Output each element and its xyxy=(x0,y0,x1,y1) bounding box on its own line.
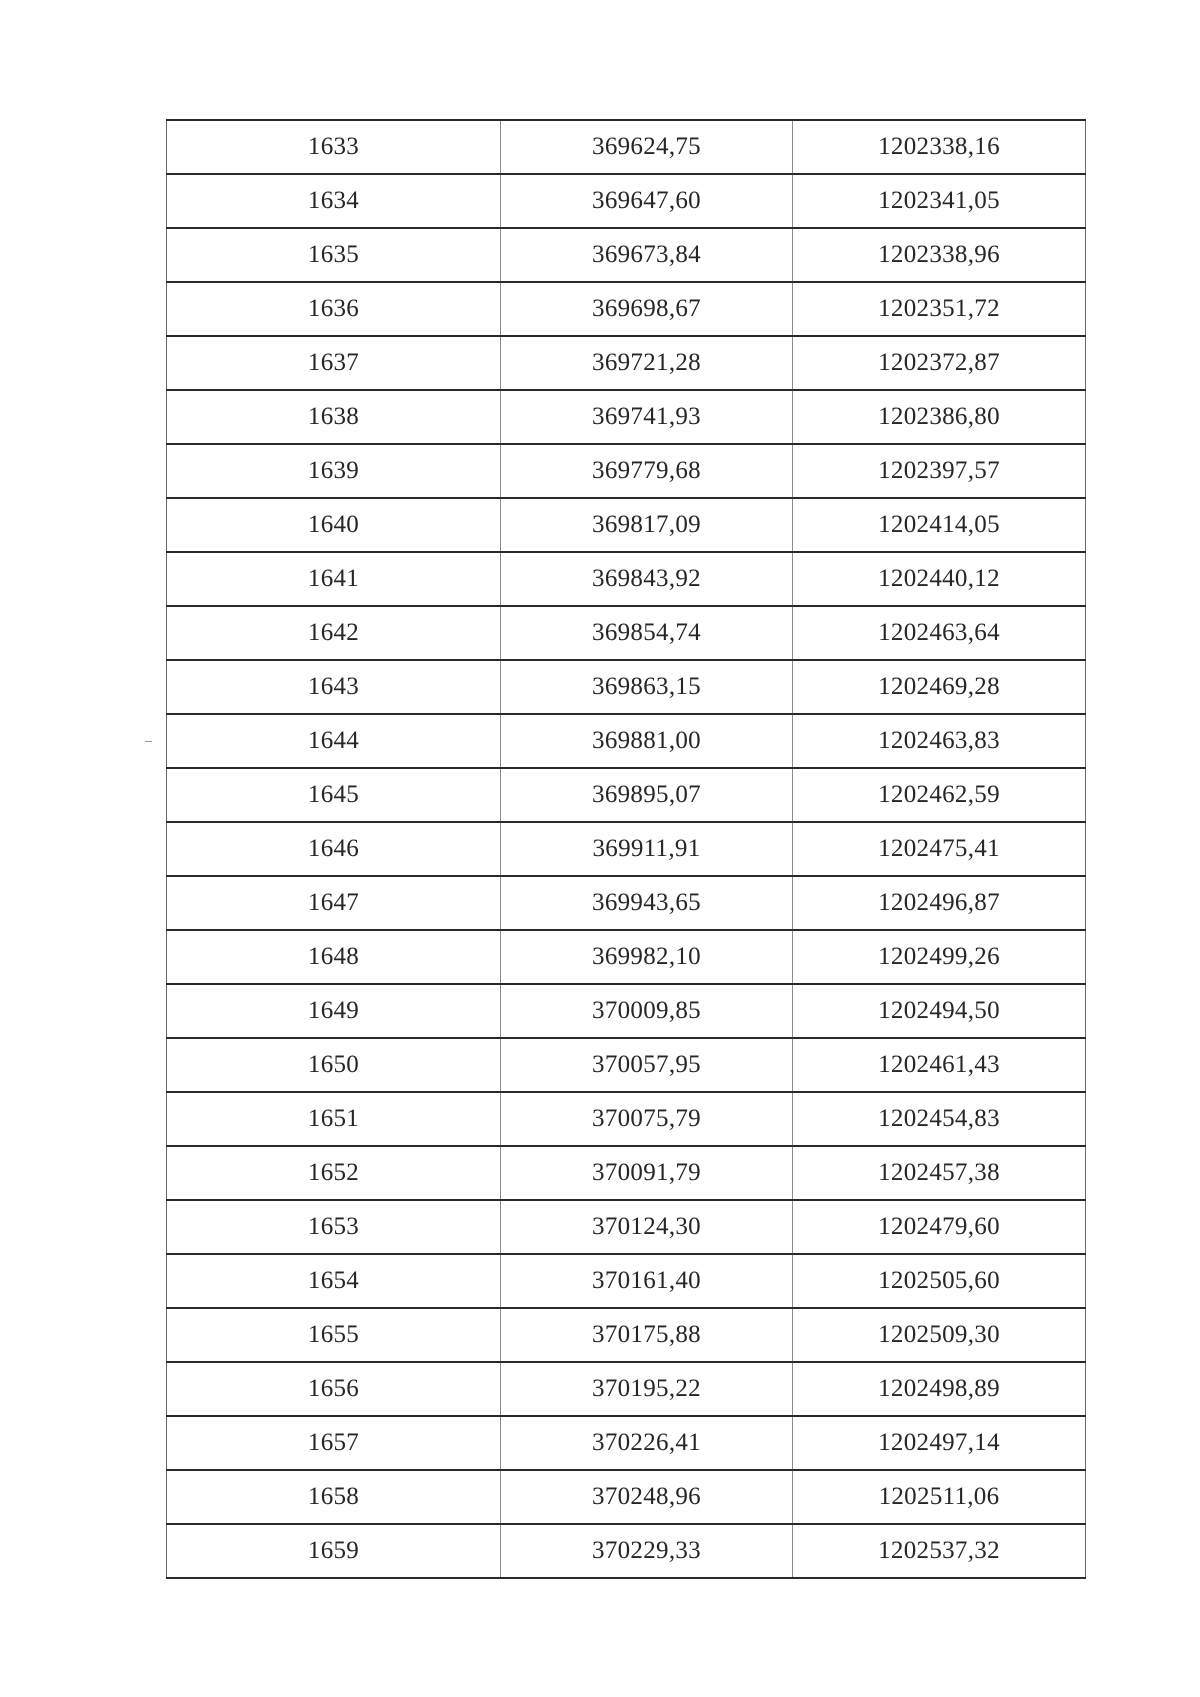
x-coordinate-cell: 369624,75 xyxy=(501,120,793,174)
point-number-cell: 1651 xyxy=(167,1092,501,1146)
y-coordinate-cell: 1202461,43 xyxy=(793,1038,1086,1092)
point-number-cell: 1641 xyxy=(167,552,501,606)
y-coordinate-cell: 1202341,05 xyxy=(793,174,1086,228)
y-coordinate-cell: 1202351,72 xyxy=(793,282,1086,336)
point-number-cell: 1646 xyxy=(167,822,501,876)
x-coordinate-cell: 369779,68 xyxy=(501,444,793,498)
y-coordinate-cell: 1202498,89 xyxy=(793,1362,1086,1416)
table-row xyxy=(167,930,1086,984)
x-coordinate-cell: 369911,91 xyxy=(501,822,793,876)
y-coordinate-cell: 1202469,28 xyxy=(793,660,1086,714)
y-coordinate-cell: 1202505,60 xyxy=(793,1254,1086,1308)
y-coordinate-cell: 1202497,14 xyxy=(793,1416,1086,1470)
point-number-cell: 1659 xyxy=(167,1524,501,1578)
point-number-cell: 1653 xyxy=(167,1200,501,1254)
x-coordinate-cell: 370075,79 xyxy=(501,1092,793,1146)
y-coordinate-cell: 1202499,26 xyxy=(793,930,1086,984)
x-coordinate-cell: 369854,74 xyxy=(501,606,793,660)
x-coordinate-cell: 370009,85 xyxy=(501,984,793,1038)
y-coordinate-cell: 1202475,41 xyxy=(793,822,1086,876)
y-coordinate-cell: 1202494,50 xyxy=(793,984,1086,1038)
x-coordinate-cell: 369741,93 xyxy=(501,390,793,444)
point-number-cell: 1635 xyxy=(167,228,501,282)
table-row xyxy=(167,444,1086,498)
point-number-cell: 1647 xyxy=(167,876,501,930)
point-number-cell: 1654 xyxy=(167,1254,501,1308)
y-coordinate-cell: 1202454,83 xyxy=(793,1092,1086,1146)
table-row xyxy=(167,174,1086,228)
point-number-cell: 1633 xyxy=(167,120,501,174)
x-coordinate-cell: 370229,33 xyxy=(501,1524,793,1578)
x-coordinate-cell: 370124,30 xyxy=(501,1200,793,1254)
table-row xyxy=(167,1038,1086,1092)
y-coordinate-cell: 1202537,32 xyxy=(793,1524,1086,1578)
y-coordinate-cell: 1202440,12 xyxy=(793,552,1086,606)
table-row xyxy=(167,1200,1086,1254)
x-coordinate-cell: 369982,10 xyxy=(501,930,793,984)
y-coordinate-cell: 1202496,87 xyxy=(793,876,1086,930)
table-row xyxy=(167,282,1086,336)
point-number-cell: 1644 xyxy=(167,714,501,768)
table-row xyxy=(167,552,1086,606)
point-number-cell: 1640 xyxy=(167,498,501,552)
table-row xyxy=(167,390,1086,444)
point-number-cell: 1645 xyxy=(167,768,501,822)
y-coordinate-cell: 1202338,16 xyxy=(793,120,1086,174)
point-number-cell: 1652 xyxy=(167,1146,501,1200)
x-coordinate-cell: 369881,00 xyxy=(501,714,793,768)
x-coordinate-cell: 369698,67 xyxy=(501,282,793,336)
point-number-cell: 1648 xyxy=(167,930,501,984)
table-row xyxy=(167,984,1086,1038)
y-coordinate-cell: 1202509,30 xyxy=(793,1308,1086,1362)
y-coordinate-cell: 1202479,60 xyxy=(793,1200,1086,1254)
x-coordinate-cell: 370248,96 xyxy=(501,1470,793,1524)
point-number-cell: 1649 xyxy=(167,984,501,1038)
x-coordinate-cell: 369673,84 xyxy=(501,228,793,282)
point-number-cell: 1636 xyxy=(167,282,501,336)
point-number-cell: 1639 xyxy=(167,444,501,498)
x-coordinate-cell: 369843,92 xyxy=(501,552,793,606)
x-coordinate-cell: 370226,41 xyxy=(501,1416,793,1470)
point-number-cell: 1650 xyxy=(167,1038,501,1092)
scan-artifact xyxy=(145,741,152,742)
table-row xyxy=(167,1362,1086,1416)
y-coordinate-cell: 1202463,64 xyxy=(793,606,1086,660)
table-row xyxy=(167,714,1086,768)
x-coordinate-cell: 370195,22 xyxy=(501,1362,793,1416)
coordinates-table-body xyxy=(167,120,1086,1578)
table-row xyxy=(167,120,1086,174)
table-row xyxy=(167,336,1086,390)
table-row xyxy=(167,1308,1086,1362)
table-row xyxy=(167,606,1086,660)
x-coordinate-cell: 369647,60 xyxy=(501,174,793,228)
y-coordinate-cell: 1202511,06 xyxy=(793,1470,1086,1524)
table-row xyxy=(167,822,1086,876)
table-row xyxy=(167,228,1086,282)
x-coordinate-cell: 369895,07 xyxy=(501,768,793,822)
point-number-cell: 1655 xyxy=(167,1308,501,1362)
x-coordinate-cell: 370057,95 xyxy=(501,1038,793,1092)
table-row xyxy=(167,1146,1086,1200)
x-coordinate-cell: 370091,79 xyxy=(501,1146,793,1200)
x-coordinate-cell: 370175,88 xyxy=(501,1308,793,1362)
point-number-cell: 1643 xyxy=(167,660,501,714)
point-number-cell: 1658 xyxy=(167,1470,501,1524)
point-number-cell: 1638 xyxy=(167,390,501,444)
table-row xyxy=(167,1416,1086,1470)
table-row xyxy=(167,1092,1086,1146)
x-coordinate-cell: 369817,09 xyxy=(501,498,793,552)
table-row xyxy=(167,1254,1086,1308)
y-coordinate-cell: 1202457,38 xyxy=(793,1146,1086,1200)
y-coordinate-cell: 1202338,96 xyxy=(793,228,1086,282)
y-coordinate-cell: 1202397,57 xyxy=(793,444,1086,498)
y-coordinate-cell: 1202463,83 xyxy=(793,714,1086,768)
x-coordinate-cell: 369721,28 xyxy=(501,336,793,390)
y-coordinate-cell: 1202372,87 xyxy=(793,336,1086,390)
table-row xyxy=(167,876,1086,930)
x-coordinate-cell: 369943,65 xyxy=(501,876,793,930)
point-number-cell: 1634 xyxy=(167,174,501,228)
point-number-cell: 1642 xyxy=(167,606,501,660)
table-row xyxy=(167,660,1086,714)
table-row xyxy=(167,1470,1086,1524)
point-number-cell: 1656 xyxy=(167,1362,501,1416)
point-number-cell: 1637 xyxy=(167,336,501,390)
y-coordinate-cell: 1202462,59 xyxy=(793,768,1086,822)
y-coordinate-cell: 1202414,05 xyxy=(793,498,1086,552)
y-coordinate-cell: 1202386,80 xyxy=(793,390,1086,444)
x-coordinate-cell: 370161,40 xyxy=(501,1254,793,1308)
table-row xyxy=(167,498,1086,552)
x-coordinate-cell: 369863,15 xyxy=(501,660,793,714)
coordinates-table xyxy=(166,119,1086,1579)
table-row xyxy=(167,768,1086,822)
point-number-cell: 1657 xyxy=(167,1416,501,1470)
table-row xyxy=(167,1524,1086,1578)
